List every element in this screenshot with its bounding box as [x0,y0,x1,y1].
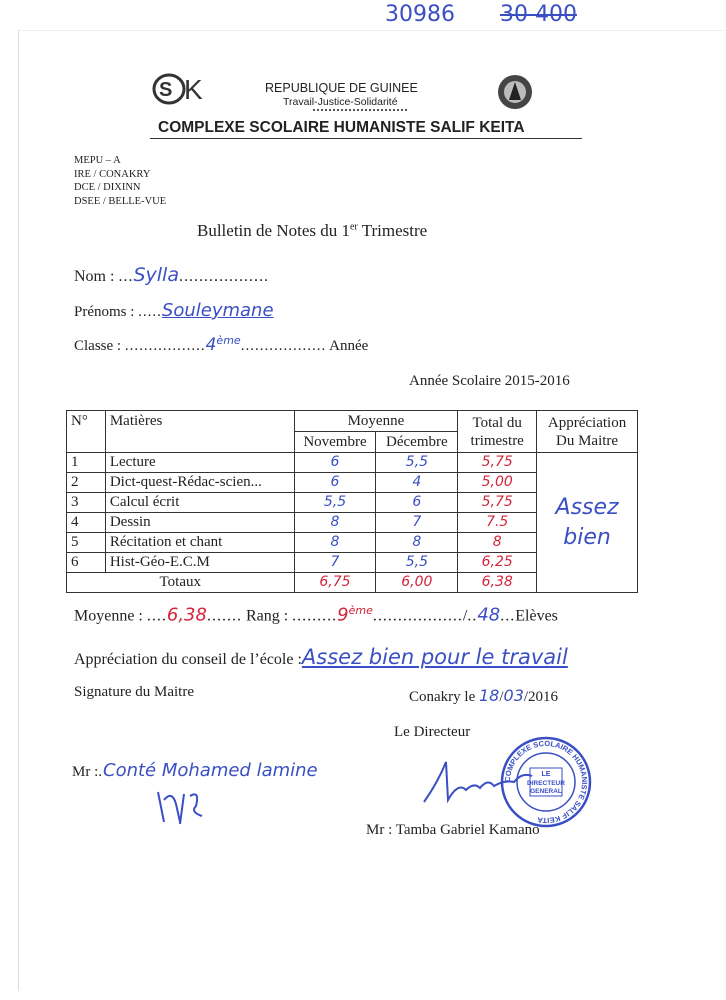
grade-november: 8 [294,533,376,553]
grade-total: 6,25 [458,553,537,573]
table-header-row [67,411,638,432]
row-number: 4 [67,513,106,533]
svg-text:LE: LE [541,771,551,778]
bulletin-title: Bulletin de Notes du 1er Trimestre [197,221,428,240]
school-logo-icon [152,72,212,106]
header-novembre: Novembre [294,432,376,453]
row-number: 2 [67,473,106,493]
grade-december: 5,5 [376,553,458,573]
row-number: 3 [67,493,106,513]
directeur-name: Mr : Tamba Gabriel Kamano [366,822,540,838]
total-december: 6,00 [376,573,458,593]
svg-text:S: S [159,79,173,101]
admin-line: MEPU – A [74,155,121,166]
grade-november: 6 [294,453,376,473]
table-row [67,453,638,473]
grade-november: 8 [294,513,376,533]
national-motto: Travail-Justice-Solidarité [283,96,398,108]
header-appreciation: Appréciation Du Maitre [537,411,638,453]
prenoms-value: Souleymane [161,300,274,321]
row-subject: Dict-quest-Rédac-scien... [105,473,294,493]
maitre-name: Conté Mohamed lamine [103,760,318,781]
archive-number: 30986 [385,2,455,27]
admin-block [74,154,166,208]
maitre-line: Mr :.Conté Mohamed lamine [72,760,318,781]
grade-november: 6 [294,473,376,493]
header-moyenne: Moyenne [294,411,458,432]
eleves-count: 48 [477,604,501,626]
director-signature [418,752,538,817]
total-november: 6,75 [294,573,376,593]
signature-maitre-label: Signature du Maitre [74,684,194,700]
grade-december: 8 [376,533,458,553]
school-name: COMPLEXE SCOLAIRE HUMANISTE SALIF KEITA [158,119,525,136]
emblem-icon [493,72,537,112]
rang-value: 9 [337,604,349,626]
grade-december: 4 [376,473,458,493]
svg-text:DIRECTEUR: DIRECTEUR [527,780,565,787]
grade-total: 8 [458,533,537,553]
svg-text:K: K [184,74,203,105]
stamp-outer-text: COMPLEXE SCOLAIRE HUMANISTE SALIF KEITA [502,738,590,826]
grades-table [66,410,638,593]
teacher-appreciation: Assez bien [537,453,638,593]
nom-field: Nom : ...Sylla.................. [74,264,269,286]
school-year: Année Scolaire 2015-2016 [409,373,570,389]
nom-value: Sylla [133,264,179,286]
moyenne-value: 6,38 [166,604,207,626]
header-decembre: Décembre [376,432,458,453]
row-number: 5 [67,533,106,553]
grade-december: 5,5 [376,453,458,473]
date-line: Conakry le 18/03/2016 [409,686,559,705]
row-number: 1 [67,453,106,473]
grade-total: 7.5 [458,513,537,533]
classe-field: Classe : .................4ème.................. Année [74,334,369,355]
grade-total: 5,75 [458,493,537,513]
classe-value: 4 [205,335,217,355]
row-subject: Calcul écrit [105,493,294,513]
header-no: N° [67,411,106,453]
svg-text:GENERAL: GENERAL [530,788,562,795]
grade-december: 6 [376,493,458,513]
admin-line: DCE / DIXINN [74,182,141,193]
header-rule [150,138,582,139]
maitre-signature [150,782,220,837]
row-subject: Hist-Géo-E.C.M [105,553,294,573]
results-line: Moyenne : ....6,38....... Rang : .........9ème................../..48...Elèves [74,604,558,626]
prenoms-field: Prénoms : .....Souleymane [74,300,274,321]
row-subject: Lecture [105,453,294,473]
admin-line: IRE / CONAKRY [74,168,151,180]
header-matieres: Matières [105,411,294,453]
directeur-title: Le Directeur [394,724,471,740]
grade-november: 7 [294,553,376,573]
conseil-line: Appréciation du conseil de l’école :Assez bien pour le travail [74,645,568,669]
grade-december: 7 [376,513,458,533]
republic-name: REPUBLIQUE DE GUINEE [265,81,418,95]
conseil-appreciation: Assez bien pour le travail [301,645,568,669]
row-number: 6 [67,553,106,573]
admin-line: DSEE / BELLE-VUE [74,195,167,207]
row-subject: Récitation et chant [105,533,294,553]
grade-total: 5,75 [458,453,537,473]
totals-label: Totaux [67,573,295,593]
total-trimester: 6,38 [458,573,537,593]
header-total: Total du trimestre [458,411,537,453]
motto-underline [313,109,407,111]
grade-total: 5,00 [458,473,537,493]
row-subject: Dessin [105,513,294,533]
archive-number-struck: 30 400 [500,2,577,27]
grade-november: 5,5 [294,493,376,513]
